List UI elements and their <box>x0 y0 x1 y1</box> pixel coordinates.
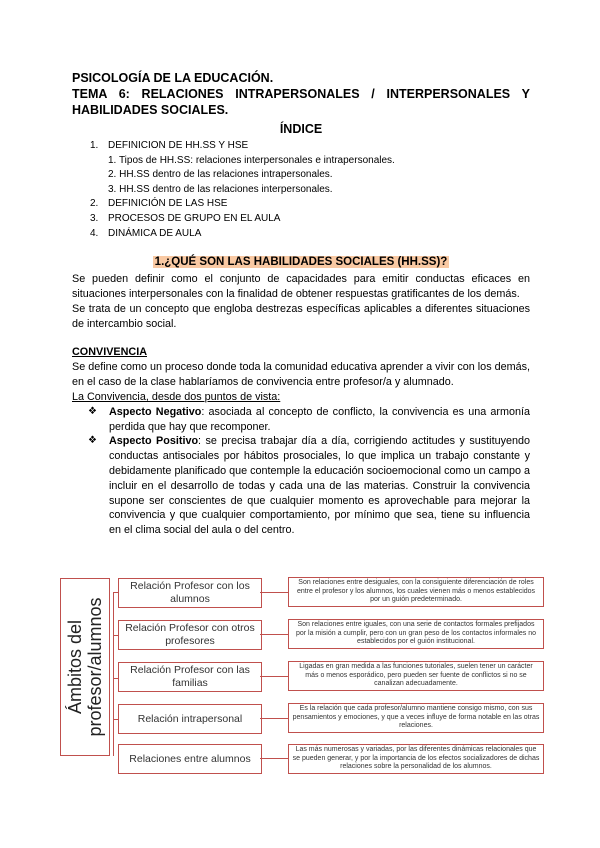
convivencia-paragraph: Se define como un proceso donde toda la comunidad educativa aprender a vivir con los demás, en el caso de la clase hablaríamos de convivencia entre profesor/a y alumnado. <box>72 361 530 389</box>
points-list <box>72 405 530 538</box>
point-label: Aspecto Negativo <box>109 405 202 418</box>
toc-item: 2. DEFINICIÓN DE LAS HSE <box>90 198 228 210</box>
category-box: Relación Profesor con otros profesores <box>118 620 262 650</box>
section-heading-highlight: 1.¿QUÉ SON LAS HABILIDADES SOCIALES (HH.SS)? <box>154 256 448 269</box>
convivencia-heading: CONVIVENCIA <box>72 346 147 359</box>
description-box: Es la relación que cada profesor/alumno mantiene consigo mismo, con sus pensamientos y emociones, y que a veces influye de forma notable en las otras relaciones. <box>288 703 544 733</box>
topic-title-continued: HABILIDADES SOCIALES. <box>72 103 229 117</box>
category-box: Relación Profesor con las familias <box>118 662 262 692</box>
points-intro: La Convivencia, desde dos puntos de vista: <box>72 390 281 403</box>
definition-paragraph: Se pueden definir como el conjunto de capacidades para emitir conductas eficaces en situaciones interpersonales con la finalidad de obtener respuestas gratificantes de los demás. <box>72 273 530 300</box>
list-item <box>72 405 530 435</box>
toc-subitem: 2. HH.SS dentro de las relaciones intrapersonales. <box>108 169 333 181</box>
description-box: Ligadas en gran medida a las funciones tutoriales, suelen tener un carácter más o menos esporádico, pero pueden ser fuente de conflictos si no se canalizan adecuadamente. <box>288 661 544 691</box>
description-box: Las más numerosas y variadas, por las diferentes dinámicas relacionales que se pueden generar, y por la importancia de los efectos socializadores de dichas relaciones sobre la personalidad de los alumnos. <box>288 744 544 774</box>
section-heading <box>72 253 530 270</box>
list-item <box>72 434 530 538</box>
link-line <box>260 676 288 677</box>
link-line <box>260 634 288 635</box>
course-title: PSICOLOGÍA DE LA EDUCACIÓN. <box>72 71 274 85</box>
toc-item: 3. PROCESOS DE GRUPO EN EL AULA <box>90 212 281 224</box>
category-box: Relación Profesor con los alumnos <box>118 578 262 608</box>
diagram-axis-box <box>60 578 110 756</box>
concept-paragraph: Se trata de un concepto que engloba destrezas específicas aplicables a diferentes situaciones de intercambio social. <box>72 302 530 330</box>
toc-item: 1. DEFINICION DE HH.SS Y HSE <box>90 140 249 151</box>
category-box: Relación intrapersonal <box>118 704 262 734</box>
table-of-contents <box>72 139 530 241</box>
point-text: : asociada al concepto de conflicto, la convivencia es una armonía perdida que hay que recomponer. <box>109 405 530 433</box>
diagram-axis-label: Ámbitos del profesor/alumnos <box>65 597 105 737</box>
toc-item: 4. DINÁMICA DE AULA <box>90 227 202 239</box>
description-box: Son relaciones entre iguales, con una serie de contactos formales prefijados por la misión a cumplir, pero con un gran peso de los contactos informales no establecidos por el guión institucional. <box>288 619 544 649</box>
toc-subitem: 3. HH.SS dentro de las relaciones interpersonales. <box>108 183 333 195</box>
diamond-bullet-icon: ❖ <box>88 405 97 417</box>
diamond-bullet-icon: ❖ <box>88 435 97 447</box>
link-line <box>260 592 288 593</box>
category-box: Relaciones entre alumnos <box>118 744 262 774</box>
index-heading: ÍNDICE <box>279 122 323 136</box>
relations-diagram <box>60 578 550 778</box>
topic-title: TEMA 6: RELACIONES INTRAPERSONALES / INTERPERSONALES Y <box>72 87 530 101</box>
point-label: Aspecto Positivo <box>109 435 199 448</box>
link-line <box>260 758 288 759</box>
description-box: Son relaciones entre desiguales, con la consiguiente diferenciación de roles entre el profesor y los alumnos, los cuales vienen más o menos establecidos por un guión predeterminado. <box>288 577 544 607</box>
link-line <box>260 718 288 719</box>
diagram-vertical-line <box>113 592 114 756</box>
document-page <box>72 70 530 538</box>
point-text: : se precisa trabajar día a día, corrigiendo actitudes y sustituyendo conductas antisociales por hábitos prosociales, lo que implica un trabajo constante y debidamente planificado que contemple la educación socioemocional como un campo a incluir en el desarrollo de todas y cada una de las materias. Construir la convivencia supone ser conscientes de que cualquier momento es aprovechable para mejorar la convivencia y que cualquier comportamiento, por mínimo que sea, tiene su influencia en el clima social del aula o del centro. <box>109 435 530 537</box>
toc-subitem: 1. Tipos de HH.SS: relaciones interpersonales e intrapersonales. <box>108 154 395 166</box>
